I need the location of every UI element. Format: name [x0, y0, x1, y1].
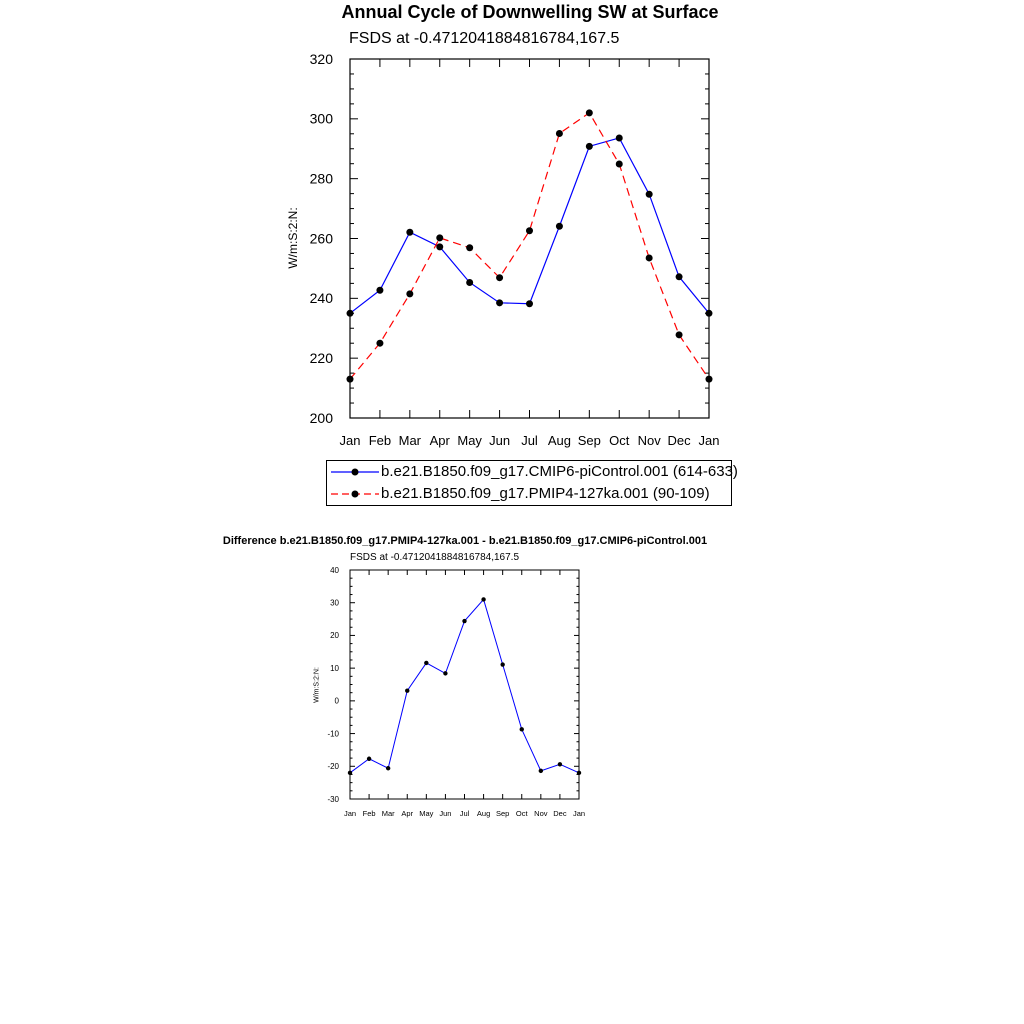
- x-tick-label: Jul: [459, 809, 470, 818]
- x-tick-label: Jan: [698, 433, 720, 448]
- series-0-point: [500, 662, 504, 666]
- main-legend: [326, 460, 738, 506]
- series-1-point: [376, 340, 383, 347]
- y-tick-label: 20: [330, 631, 339, 641]
- x-tick-label: Jul: [521, 433, 538, 448]
- x-tick-label: Aug: [547, 433, 571, 448]
- y-tick-label: 300: [309, 110, 333, 127]
- series-0-point: [616, 134, 623, 141]
- series-0-point: [386, 766, 390, 770]
- x-tick-label: Dec: [553, 809, 567, 818]
- series-1-point: [436, 234, 443, 241]
- series-0-point: [367, 757, 371, 761]
- series-0-point: [676, 273, 683, 280]
- main-y-axis-label: W/m:S:2:N:: [286, 207, 300, 269]
- x-tick-label: Feb: [362, 809, 376, 818]
- x-tick-label: Oct: [515, 809, 528, 818]
- y-tick-label: 240: [309, 290, 333, 307]
- series-0-point: [405, 689, 409, 693]
- series-0-point: [406, 229, 413, 236]
- series-1-point: [406, 290, 413, 297]
- series-0-point: [520, 727, 524, 731]
- series-0-point: [556, 223, 563, 230]
- y-tick-label: 0: [334, 696, 339, 706]
- series-0-point: [376, 287, 383, 294]
- main-chart-title: Annual Cycle of Downwelling SW at Surface: [341, 2, 719, 22]
- diff-y-axis-label: W/m:S:2:N:: [313, 667, 321, 703]
- series-0-point: [347, 310, 354, 317]
- legend-label-pmip4: b.e21.B1850.f09_g17.PMIP4-127ka.001 (90-109): [381, 485, 710, 502]
- series-0-point: [539, 769, 543, 773]
- series-0-point: [558, 762, 562, 766]
- series-line-0: [350, 599, 579, 772]
- plot-frame: [350, 59, 709, 418]
- series-0-point: [466, 279, 473, 286]
- x-tick-label: Jun: [439, 809, 452, 818]
- series-0-point: [577, 771, 581, 775]
- series-0-point: [443, 671, 447, 675]
- series-0-point: [348, 771, 352, 775]
- plot-frame: [350, 570, 579, 799]
- series-0-point: [496, 299, 503, 306]
- series-0-point: [646, 191, 653, 198]
- y-tick-label: 280: [309, 170, 333, 187]
- x-tick-label: Aug: [476, 809, 491, 818]
- x-tick-label: Oct: [609, 433, 630, 448]
- y-tick-label: 260: [309, 230, 333, 247]
- x-tick-label: Nov: [534, 809, 548, 818]
- y-tick-label: 220: [309, 350, 333, 367]
- legend-item-pmip4: [327, 483, 731, 505]
- y-tick-label: 10: [330, 663, 339, 673]
- series-1-point: [556, 130, 563, 137]
- diff-chart-subtitle: FSDS at -0.4712041884816784,167.5: [350, 552, 520, 563]
- x-tick-label: Jan: [572, 809, 586, 818]
- main-chart-subtitle: FSDS at -0.4712041884816784,167.5: [349, 30, 620, 47]
- x-tick-label: Jan: [343, 809, 357, 818]
- x-tick-label: Feb: [368, 433, 392, 448]
- legend-label-picontrol: b.e21.B1850.f09_g17.CMIP6-piControl.001 (614-633): [381, 463, 738, 480]
- x-tick-label: Dec: [667, 433, 691, 448]
- series-0-point: [424, 661, 428, 665]
- x-tick-label: May: [419, 809, 434, 818]
- y-tick-label: -20: [327, 762, 339, 772]
- series-0-point: [436, 243, 443, 250]
- series-1-point: [706, 376, 713, 383]
- y-tick-label: -30: [327, 794, 339, 804]
- y-tick-label: 30: [330, 598, 339, 608]
- series-1-point: [347, 376, 354, 383]
- series-0-point: [706, 310, 713, 317]
- series-1-point: [646, 254, 653, 261]
- series-line-0: [350, 138, 709, 313]
- y-tick-label: -10: [327, 729, 339, 739]
- series-1-point: [586, 109, 593, 116]
- diff-chart-title: Difference b.e21.B1850.f09_g17.PMIP4-127ka.001 - b.e21.B1850.f09_g17.CMIP6-piControl.001: [222, 535, 708, 547]
- series-1-point: [496, 274, 503, 281]
- x-tick-label: Nov: [637, 433, 661, 448]
- series-0-point: [462, 619, 466, 623]
- x-tick-label: Sep: [577, 433, 601, 448]
- series-line-1: [350, 113, 709, 379]
- series-1-point: [526, 227, 533, 234]
- x-tick-label: Sep: [495, 809, 510, 818]
- y-tick-label: 40: [330, 565, 339, 575]
- legend-item-picontrol: [327, 461, 738, 483]
- x-tick-label: Apr: [401, 809, 414, 818]
- legend-sample-picontrol: [329, 463, 381, 481]
- x-tick-label: Jan: [339, 433, 361, 448]
- series-0-point: [586, 143, 593, 150]
- y-tick-label: 320: [309, 50, 333, 67]
- series-1-point: [616, 161, 623, 168]
- series-1-point: [466, 244, 473, 251]
- x-tick-label: May: [457, 433, 482, 448]
- y-tick-label: 200: [309, 409, 333, 426]
- x-tick-label: Mar: [398, 433, 422, 448]
- series-0-point: [526, 300, 533, 307]
- x-tick-label: Jun: [489, 433, 511, 448]
- series-0-point: [481, 597, 485, 601]
- x-tick-label: Mar: [381, 809, 395, 818]
- x-tick-label: Apr: [429, 433, 450, 448]
- legend-sample-pmip4: [329, 485, 381, 503]
- series-1-point: [676, 331, 683, 338]
